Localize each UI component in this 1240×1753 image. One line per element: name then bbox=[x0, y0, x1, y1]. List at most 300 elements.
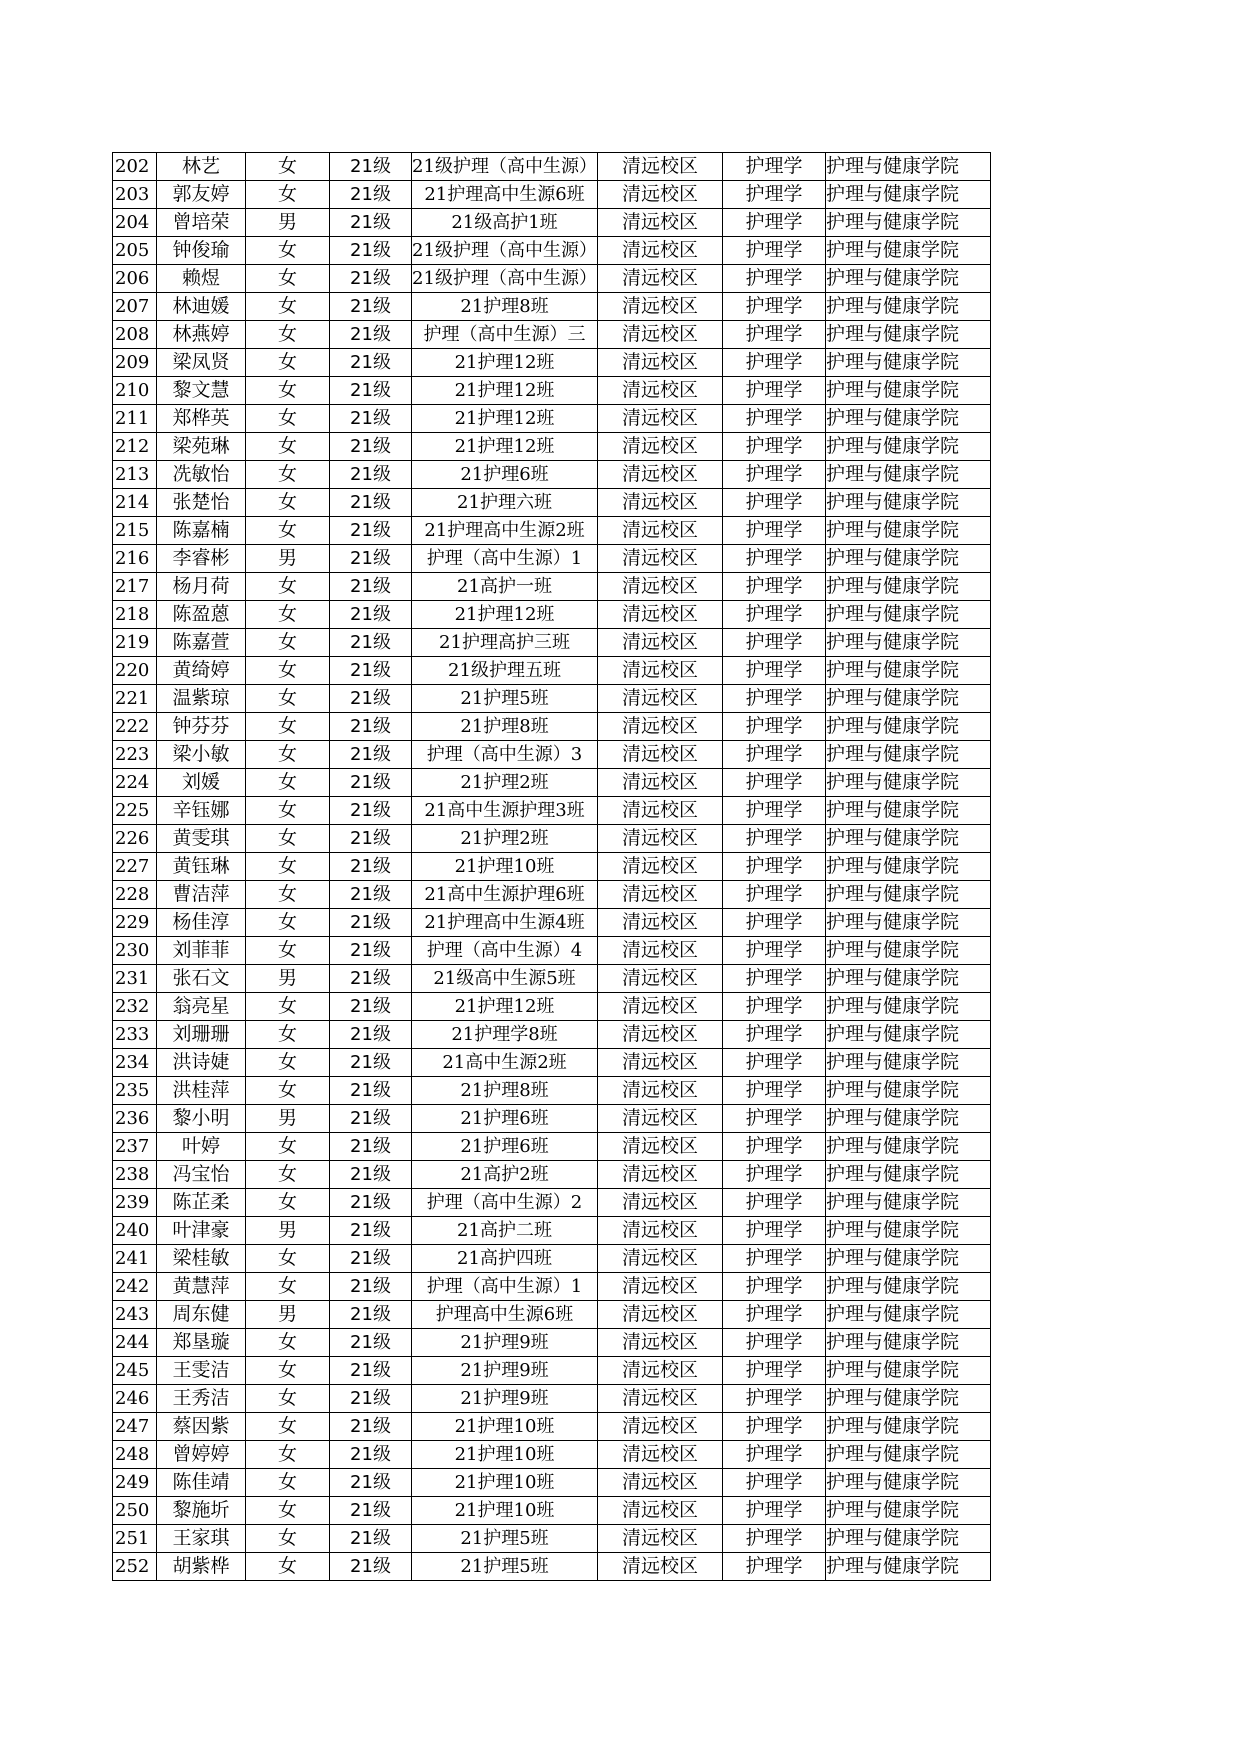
row-number-cell: 252 bbox=[113, 1553, 157, 1581]
grade-cell: 21级 bbox=[330, 937, 412, 965]
campus-cell: 清远校区 bbox=[598, 349, 723, 377]
college-cell: 护理与健康学院 bbox=[826, 1105, 991, 1133]
major-cell: 护理学 bbox=[723, 489, 826, 517]
student-name-cell: 陈嘉楠 bbox=[157, 517, 246, 545]
major-cell: 护理学 bbox=[723, 1217, 826, 1245]
table-row bbox=[113, 433, 991, 461]
class-text: 护理（高中生源）1 bbox=[426, 548, 583, 569]
major-cell: 护理学 bbox=[723, 433, 826, 461]
gender-cell: 女 bbox=[246, 1273, 330, 1301]
row-number-cell: 225 bbox=[113, 797, 157, 825]
table-row bbox=[113, 237, 991, 265]
table-row bbox=[113, 573, 991, 601]
row-number-cell: 218 bbox=[113, 601, 157, 629]
table-row bbox=[113, 321, 991, 349]
class-cell bbox=[412, 1497, 598, 1525]
row-number-cell: 236 bbox=[113, 1105, 157, 1133]
college-cell: 护理与健康学院 bbox=[826, 657, 991, 685]
student-name-cell: 曾培荣 bbox=[157, 209, 246, 237]
table-row bbox=[113, 769, 991, 797]
class-text: 21高护一班 bbox=[457, 576, 552, 597]
major-cell: 护理学 bbox=[723, 181, 826, 209]
class-text: 21级高护1班 bbox=[451, 212, 558, 233]
campus-cell: 清远校区 bbox=[598, 1497, 723, 1525]
grade-cell: 21级 bbox=[330, 601, 412, 629]
college-cell: 护理与健康学院 bbox=[826, 405, 991, 433]
student-name-cell: 梁凤贤 bbox=[157, 349, 246, 377]
class-cell bbox=[412, 797, 598, 825]
student-name-cell: 洪诗婕 bbox=[157, 1049, 246, 1077]
grade-cell: 21级 bbox=[330, 1105, 412, 1133]
class-text: 21护理高中生源6班 bbox=[424, 184, 585, 205]
college-cell: 护理与健康学院 bbox=[826, 937, 991, 965]
class-cell bbox=[412, 1413, 598, 1441]
grade-cell: 21级 bbox=[330, 1133, 412, 1161]
major-cell: 护理学 bbox=[723, 657, 826, 685]
class-text: 21护理10班 bbox=[454, 1500, 555, 1521]
class-cell bbox=[412, 265, 598, 293]
class-text: 21级护理（高中生源） bbox=[412, 240, 597, 261]
major-cell: 护理学 bbox=[723, 461, 826, 489]
class-text: 21护理12班 bbox=[454, 996, 555, 1017]
class-cell bbox=[412, 1357, 598, 1385]
grade-cell: 21级 bbox=[330, 237, 412, 265]
student-name-cell: 冼敏怡 bbox=[157, 461, 246, 489]
table-row bbox=[113, 1021, 991, 1049]
campus-cell: 清远校区 bbox=[598, 461, 723, 489]
major-cell: 护理学 bbox=[723, 1469, 826, 1497]
student-name-cell: 黄绮婷 bbox=[157, 657, 246, 685]
table-row bbox=[113, 797, 991, 825]
class-text: 21护理12班 bbox=[454, 436, 555, 457]
campus-cell: 清远校区 bbox=[598, 1525, 723, 1553]
row-number-cell: 224 bbox=[113, 769, 157, 797]
student-name-cell: 陈佳靖 bbox=[157, 1469, 246, 1497]
class-cell bbox=[412, 881, 598, 909]
gender-cell: 女 bbox=[246, 853, 330, 881]
gender-cell: 女 bbox=[246, 433, 330, 461]
class-cell bbox=[412, 153, 598, 181]
class-text: 21护理学8班 bbox=[451, 1024, 558, 1045]
campus-cell: 清远校区 bbox=[598, 405, 723, 433]
row-number-cell: 215 bbox=[113, 517, 157, 545]
class-cell bbox=[412, 1441, 598, 1469]
campus-cell: 清远校区 bbox=[598, 265, 723, 293]
student-name-cell: 黄慧萍 bbox=[157, 1273, 246, 1301]
gender-cell: 女 bbox=[246, 713, 330, 741]
grade-cell: 21级 bbox=[330, 1049, 412, 1077]
major-cell: 护理学 bbox=[723, 769, 826, 797]
grade-cell: 21级 bbox=[330, 1525, 412, 1553]
college-cell: 护理与健康学院 bbox=[826, 545, 991, 573]
student-name-cell: 钟芬芬 bbox=[157, 713, 246, 741]
gender-cell: 女 bbox=[246, 993, 330, 1021]
class-text: 护理（高中生源）2 bbox=[426, 1192, 583, 1213]
gender-cell: 女 bbox=[246, 461, 330, 489]
table-row bbox=[113, 265, 991, 293]
grade-cell: 21级 bbox=[330, 545, 412, 573]
major-cell: 护理学 bbox=[723, 1497, 826, 1525]
campus-cell: 清远校区 bbox=[598, 433, 723, 461]
campus-cell: 清远校区 bbox=[598, 153, 723, 181]
college-cell: 护理与健康学院 bbox=[826, 1553, 991, 1581]
student-name-cell: 黄雯琪 bbox=[157, 825, 246, 853]
class-text: 21护理2班 bbox=[460, 828, 549, 849]
college-cell: 护理与健康学院 bbox=[826, 825, 991, 853]
class-text: 21护理高中生源4班 bbox=[424, 912, 585, 933]
campus-cell: 清远校区 bbox=[598, 657, 723, 685]
college-cell: 护理与健康学院 bbox=[826, 1245, 991, 1273]
college-cell: 护理与健康学院 bbox=[826, 1357, 991, 1385]
grade-cell: 21级 bbox=[330, 1161, 412, 1189]
table-row bbox=[113, 1525, 991, 1553]
campus-cell: 清远校区 bbox=[598, 797, 723, 825]
row-number-cell: 222 bbox=[113, 713, 157, 741]
row-number-cell: 246 bbox=[113, 1385, 157, 1413]
class-text: 21护理10班 bbox=[454, 1416, 555, 1437]
college-cell: 护理与健康学院 bbox=[826, 1021, 991, 1049]
student-name-cell: 梁苑琳 bbox=[157, 433, 246, 461]
table-row bbox=[113, 1469, 991, 1497]
campus-cell: 清远校区 bbox=[598, 1413, 723, 1441]
major-cell: 护理学 bbox=[723, 349, 826, 377]
gender-cell: 女 bbox=[246, 1329, 330, 1357]
college-cell: 护理与健康学院 bbox=[826, 993, 991, 1021]
table-row bbox=[113, 405, 991, 433]
major-cell: 护理学 bbox=[723, 1133, 826, 1161]
major-cell: 护理学 bbox=[723, 741, 826, 769]
grade-cell: 21级 bbox=[330, 1021, 412, 1049]
class-text: 21护理12班 bbox=[454, 380, 555, 401]
campus-cell: 清远校区 bbox=[598, 1441, 723, 1469]
gender-cell: 女 bbox=[246, 657, 330, 685]
student-name-cell: 洪桂萍 bbox=[157, 1077, 246, 1105]
class-text: 21护理高护三班 bbox=[439, 632, 570, 653]
row-number-cell: 223 bbox=[113, 741, 157, 769]
class-text: 21护理5班 bbox=[460, 1528, 549, 1549]
student-name-cell: 王秀洁 bbox=[157, 1385, 246, 1413]
gender-cell: 女 bbox=[246, 489, 330, 517]
table-row bbox=[113, 1105, 991, 1133]
college-cell: 护理与健康学院 bbox=[826, 1161, 991, 1189]
gender-cell: 女 bbox=[246, 601, 330, 629]
row-number-cell: 205 bbox=[113, 237, 157, 265]
row-number-cell: 207 bbox=[113, 293, 157, 321]
class-cell bbox=[412, 685, 598, 713]
gender-cell: 女 bbox=[246, 629, 330, 657]
college-cell: 护理与健康学院 bbox=[826, 1413, 991, 1441]
row-number-cell: 235 bbox=[113, 1077, 157, 1105]
class-text: 21护理6班 bbox=[460, 464, 549, 485]
major-cell: 护理学 bbox=[723, 1413, 826, 1441]
class-cell bbox=[412, 657, 598, 685]
grade-cell: 21级 bbox=[330, 1189, 412, 1217]
table-row bbox=[113, 1385, 991, 1413]
class-cell bbox=[412, 993, 598, 1021]
grade-cell: 21级 bbox=[330, 881, 412, 909]
grade-cell: 21级 bbox=[330, 321, 412, 349]
class-text: 21高护2班 bbox=[460, 1164, 549, 1185]
campus-cell: 清远校区 bbox=[598, 1189, 723, 1217]
major-cell: 护理学 bbox=[723, 517, 826, 545]
college-cell: 护理与健康学院 bbox=[826, 1329, 991, 1357]
class-cell bbox=[412, 181, 598, 209]
table-row bbox=[113, 153, 991, 181]
class-cell bbox=[412, 825, 598, 853]
college-cell: 护理与健康学院 bbox=[826, 181, 991, 209]
campus-cell: 清远校区 bbox=[598, 825, 723, 853]
class-cell bbox=[412, 573, 598, 601]
class-cell bbox=[412, 461, 598, 489]
class-text: 21护理5班 bbox=[460, 688, 549, 709]
campus-cell: 清远校区 bbox=[598, 181, 723, 209]
college-cell: 护理与健康学院 bbox=[826, 1301, 991, 1329]
class-cell bbox=[412, 1133, 598, 1161]
student-name-cell: 周东健 bbox=[157, 1301, 246, 1329]
class-cell bbox=[412, 965, 598, 993]
grade-cell: 21级 bbox=[330, 405, 412, 433]
row-number-cell: 206 bbox=[113, 265, 157, 293]
major-cell: 护理学 bbox=[723, 153, 826, 181]
row-number-cell: 209 bbox=[113, 349, 157, 377]
gender-cell: 女 bbox=[246, 937, 330, 965]
table-row bbox=[113, 489, 991, 517]
class-text: 护理（高中生源）4 bbox=[426, 940, 583, 961]
table-row bbox=[113, 181, 991, 209]
gender-cell: 女 bbox=[246, 349, 330, 377]
class-text: 21级护理（高中生源） bbox=[412, 156, 597, 177]
major-cell: 护理学 bbox=[723, 209, 826, 237]
college-cell: 护理与健康学院 bbox=[826, 153, 991, 181]
class-cell bbox=[412, 237, 598, 265]
table-row bbox=[113, 349, 991, 377]
student-name-cell: 钟俊瑜 bbox=[157, 237, 246, 265]
class-cell bbox=[412, 1329, 598, 1357]
class-cell bbox=[412, 909, 598, 937]
gender-cell: 女 bbox=[246, 1497, 330, 1525]
table-row bbox=[113, 853, 991, 881]
college-cell: 护理与健康学院 bbox=[826, 1497, 991, 1525]
class-text: 护理（高中生源）1 bbox=[426, 1276, 583, 1297]
table-row bbox=[113, 1161, 991, 1189]
college-cell: 护理与健康学院 bbox=[826, 909, 991, 937]
major-cell: 护理学 bbox=[723, 1021, 826, 1049]
major-cell: 护理学 bbox=[723, 573, 826, 601]
college-cell: 护理与健康学院 bbox=[826, 377, 991, 405]
major-cell: 护理学 bbox=[723, 909, 826, 937]
table-row bbox=[113, 1245, 991, 1273]
row-number-cell: 230 bbox=[113, 937, 157, 965]
student-name-cell: 黎小明 bbox=[157, 1105, 246, 1133]
table-row bbox=[113, 545, 991, 573]
student-name-cell: 叶婷 bbox=[157, 1133, 246, 1161]
grade-cell: 21级 bbox=[330, 713, 412, 741]
row-number-cell: 226 bbox=[113, 825, 157, 853]
class-text: 21护理8班 bbox=[460, 1080, 549, 1101]
major-cell: 护理学 bbox=[723, 1077, 826, 1105]
major-cell: 护理学 bbox=[723, 545, 826, 573]
class-cell bbox=[412, 1553, 598, 1581]
class-text: 护理（高中生源）三 bbox=[423, 324, 586, 345]
row-number-cell: 245 bbox=[113, 1357, 157, 1385]
class-cell bbox=[412, 1273, 598, 1301]
table-row bbox=[113, 461, 991, 489]
class-cell bbox=[412, 1049, 598, 1077]
gender-cell: 女 bbox=[246, 1469, 330, 1497]
grade-cell: 21级 bbox=[330, 1273, 412, 1301]
grade-cell: 21级 bbox=[330, 825, 412, 853]
table-row bbox=[113, 1049, 991, 1077]
gender-cell: 女 bbox=[246, 265, 330, 293]
gender-cell: 女 bbox=[246, 1385, 330, 1413]
grade-cell: 21级 bbox=[330, 685, 412, 713]
gender-cell: 女 bbox=[246, 237, 330, 265]
gender-cell: 女 bbox=[246, 909, 330, 937]
gender-cell: 男 bbox=[246, 1217, 330, 1245]
row-number-cell: 238 bbox=[113, 1161, 157, 1189]
table-row bbox=[113, 1217, 991, 1245]
gender-cell: 男 bbox=[246, 965, 330, 993]
major-cell: 护理学 bbox=[723, 1385, 826, 1413]
gender-cell: 女 bbox=[246, 1357, 330, 1385]
class-cell bbox=[412, 601, 598, 629]
gender-cell: 女 bbox=[246, 1553, 330, 1581]
class-text: 21高护四班 bbox=[457, 1248, 552, 1269]
class-cell bbox=[412, 489, 598, 517]
table-row bbox=[113, 1329, 991, 1357]
class-text: 21护理6班 bbox=[460, 1108, 549, 1129]
grade-cell: 21级 bbox=[330, 657, 412, 685]
class-cell bbox=[412, 853, 598, 881]
campus-cell: 清远校区 bbox=[598, 769, 723, 797]
student-name-cell: 黎文慧 bbox=[157, 377, 246, 405]
student-name-cell: 林艺 bbox=[157, 153, 246, 181]
student-name-cell: 陈芷柔 bbox=[157, 1189, 246, 1217]
college-cell: 护理与健康学院 bbox=[826, 1469, 991, 1497]
college-cell: 护理与健康学院 bbox=[826, 1077, 991, 1105]
gender-cell: 女 bbox=[246, 825, 330, 853]
campus-cell: 清远校区 bbox=[598, 1049, 723, 1077]
student-name-cell: 郑垦璇 bbox=[157, 1329, 246, 1357]
grade-cell: 21级 bbox=[330, 1329, 412, 1357]
gender-cell: 女 bbox=[246, 517, 330, 545]
college-cell: 护理与健康学院 bbox=[826, 1217, 991, 1245]
campus-cell: 清远校区 bbox=[598, 629, 723, 657]
class-cell bbox=[412, 545, 598, 573]
major-cell: 护理学 bbox=[723, 1049, 826, 1077]
campus-cell: 清远校区 bbox=[598, 293, 723, 321]
gender-cell: 男 bbox=[246, 545, 330, 573]
grade-cell: 21级 bbox=[330, 797, 412, 825]
class-cell bbox=[412, 713, 598, 741]
grade-cell: 21级 bbox=[330, 1385, 412, 1413]
table-row bbox=[113, 713, 991, 741]
grade-cell: 21级 bbox=[330, 1217, 412, 1245]
table-row bbox=[113, 1413, 991, 1441]
class-text: 21护理5班 bbox=[460, 1556, 549, 1577]
student-name-cell: 陈嘉萱 bbox=[157, 629, 246, 657]
row-number-cell: 233 bbox=[113, 1021, 157, 1049]
student-name-cell: 李睿彬 bbox=[157, 545, 246, 573]
table-body bbox=[113, 153, 991, 1581]
gender-cell: 女 bbox=[246, 1245, 330, 1273]
campus-cell: 清远校区 bbox=[598, 1301, 723, 1329]
major-cell: 护理学 bbox=[723, 1357, 826, 1385]
major-cell: 护理学 bbox=[723, 1273, 826, 1301]
table-row bbox=[113, 517, 991, 545]
class-cell bbox=[412, 1077, 598, 1105]
class-cell bbox=[412, 1105, 598, 1133]
row-number-cell: 208 bbox=[113, 321, 157, 349]
major-cell: 护理学 bbox=[723, 713, 826, 741]
gender-cell: 女 bbox=[246, 1413, 330, 1441]
college-cell: 护理与健康学院 bbox=[826, 321, 991, 349]
table-row bbox=[113, 1077, 991, 1105]
grade-cell: 21级 bbox=[330, 909, 412, 937]
gender-cell: 女 bbox=[246, 1525, 330, 1553]
table-row bbox=[113, 629, 991, 657]
row-number-cell: 204 bbox=[113, 209, 157, 237]
major-cell: 护理学 bbox=[723, 629, 826, 657]
class-text: 21护理12班 bbox=[454, 604, 555, 625]
row-number-cell: 216 bbox=[113, 545, 157, 573]
grade-cell: 21级 bbox=[330, 853, 412, 881]
grade-cell: 21级 bbox=[330, 629, 412, 657]
campus-cell: 清远校区 bbox=[598, 209, 723, 237]
major-cell: 护理学 bbox=[723, 1245, 826, 1273]
major-cell: 护理学 bbox=[723, 853, 826, 881]
class-text: 21高护二班 bbox=[457, 1220, 552, 1241]
student-name-cell: 叶津豪 bbox=[157, 1217, 246, 1245]
grade-cell: 21级 bbox=[330, 1441, 412, 1469]
college-cell: 护理与健康学院 bbox=[826, 713, 991, 741]
campus-cell: 清远校区 bbox=[598, 909, 723, 937]
gender-cell: 女 bbox=[246, 881, 330, 909]
table-row bbox=[113, 1189, 991, 1217]
table-row bbox=[113, 209, 991, 237]
row-number-cell: 213 bbox=[113, 461, 157, 489]
major-cell: 护理学 bbox=[723, 377, 826, 405]
gender-cell: 女 bbox=[246, 797, 330, 825]
row-number-cell: 249 bbox=[113, 1469, 157, 1497]
student-name-cell: 王雯洁 bbox=[157, 1357, 246, 1385]
table-row bbox=[113, 377, 991, 405]
grade-cell: 21级 bbox=[330, 489, 412, 517]
major-cell: 护理学 bbox=[723, 1301, 826, 1329]
row-number-cell: 229 bbox=[113, 909, 157, 937]
class-text: 21护理8班 bbox=[460, 296, 549, 317]
class-text: 护理高中生源6班 bbox=[435, 1304, 574, 1325]
row-number-cell: 220 bbox=[113, 657, 157, 685]
college-cell: 护理与健康学院 bbox=[826, 1133, 991, 1161]
college-cell: 护理与健康学院 bbox=[826, 965, 991, 993]
student-name-cell: 杨佳淳 bbox=[157, 909, 246, 937]
college-cell: 护理与健康学院 bbox=[826, 1049, 991, 1077]
gender-cell: 女 bbox=[246, 377, 330, 405]
student-name-cell: 林燕婷 bbox=[157, 321, 246, 349]
grade-cell: 21级 bbox=[330, 1469, 412, 1497]
class-text: 21护理12班 bbox=[454, 408, 555, 429]
campus-cell: 清远校区 bbox=[598, 573, 723, 601]
class-text: 21护理8班 bbox=[460, 716, 549, 737]
student-name-cell: 王家琪 bbox=[157, 1525, 246, 1553]
class-cell bbox=[412, 1385, 598, 1413]
campus-cell: 清远校区 bbox=[598, 489, 723, 517]
class-cell bbox=[412, 1021, 598, 1049]
major-cell: 护理学 bbox=[723, 601, 826, 629]
campus-cell: 清远校区 bbox=[598, 377, 723, 405]
college-cell: 护理与健康学院 bbox=[826, 769, 991, 797]
